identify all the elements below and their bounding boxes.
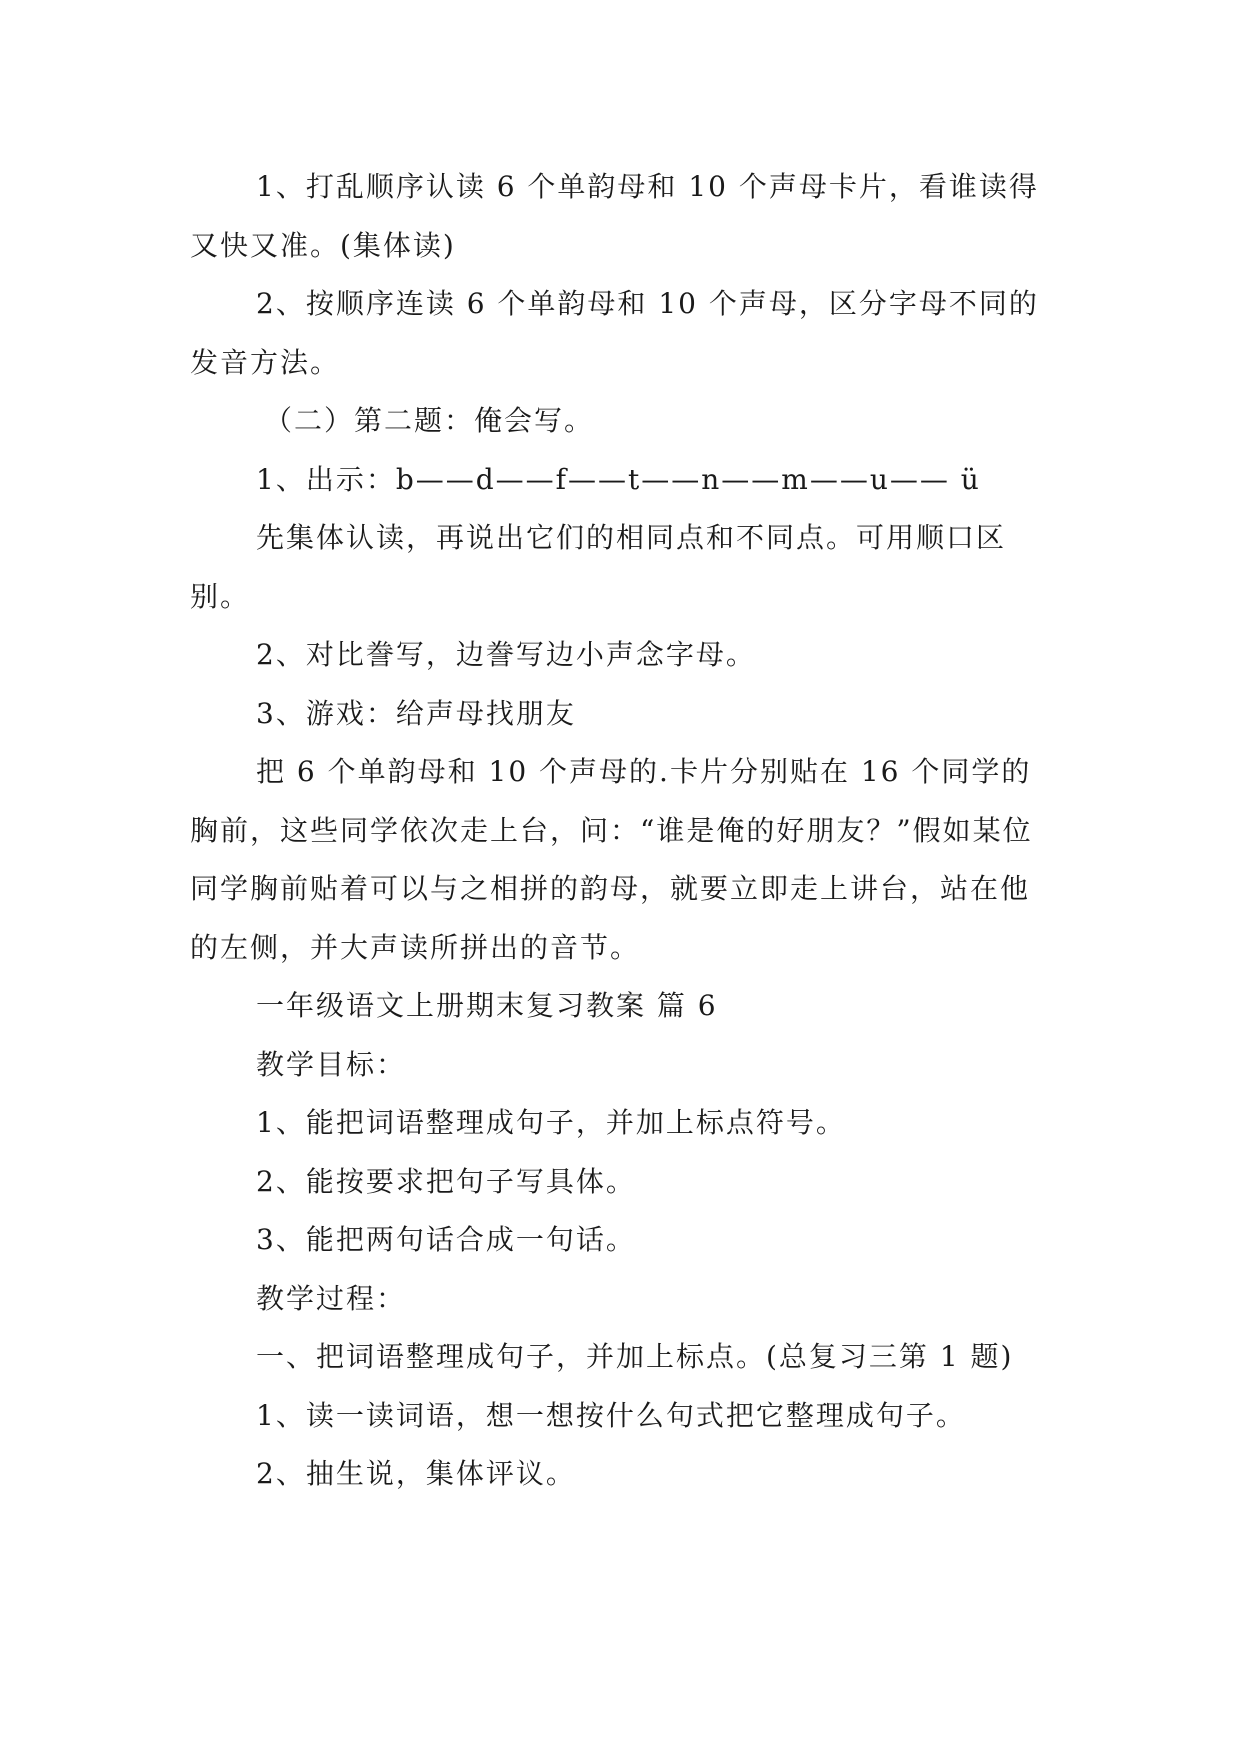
paragraph-compare-letters: 先集体认读，再说出它们的相同点和不同点。可用顺口区别。 [190,521,1007,613]
paragraph-card-reading: 1、打乱顺序认读 6 个单韵母和 10 个声母卡片，看谁读得又快又准。(集体读) [190,170,1039,262]
paragraph-goal-one: 1、能把词语整理成句子，并加上标点符号。 [256,1106,846,1139]
paragraph-goal-two: 2、能按要求把句子写具体。 [256,1164,636,1198]
paragraph-process-step-one: 一、把词语整理成句子，并加上标点。(总复习三第 1 题) [256,1340,1014,1373]
paragraph-goals-heading: 教学目标： [256,1047,407,1081]
paragraph-section-two-heading: （二）第二题：俺会写。 [264,404,595,437]
paragraph-process-heading: 教学过程： [256,1281,407,1315]
paragraph-goal-three: 3、能把两句话合成一句话。 [256,1223,636,1256]
paragraph-read-words: 1、读一读词语，想一想按什么句式把它整理成句子。 [256,1398,966,1432]
document-body [190,158,1050,1504]
paragraph-lesson-title: 一年级语文上册期末复习教案 篇 6 [256,989,718,1022]
paragraph-show-letters: 1、出示：b——d——f——t——n——m——u—— ü [256,462,981,496]
paragraph-copy-writing: 2、对比誊写，边誊写边小声念字母。 [256,638,756,671]
paragraph-game-description: 把 6 个单韵母和 10 个声母的.卡片分别贴在 16 个同学的胸前，这些同学依次走上台，问：“谁是俺的好朋友？”假如某位同学胸前贴着可以与之相拼的韵母，就要立即走上讲台，站在他的左侧，并大声读所拼出的音节。 [190,755,1033,964]
paragraph-student-speaks: 2、抽生说，集体评议。 [256,1457,576,1490]
paragraph-sequence-reading: 2、按顺序连读 6 个单韵母和 10 个声母，区分字母不同的发音方法。 [190,287,1039,379]
paragraph-game-title: 3、游戏：给声母找朋友 [256,696,576,730]
